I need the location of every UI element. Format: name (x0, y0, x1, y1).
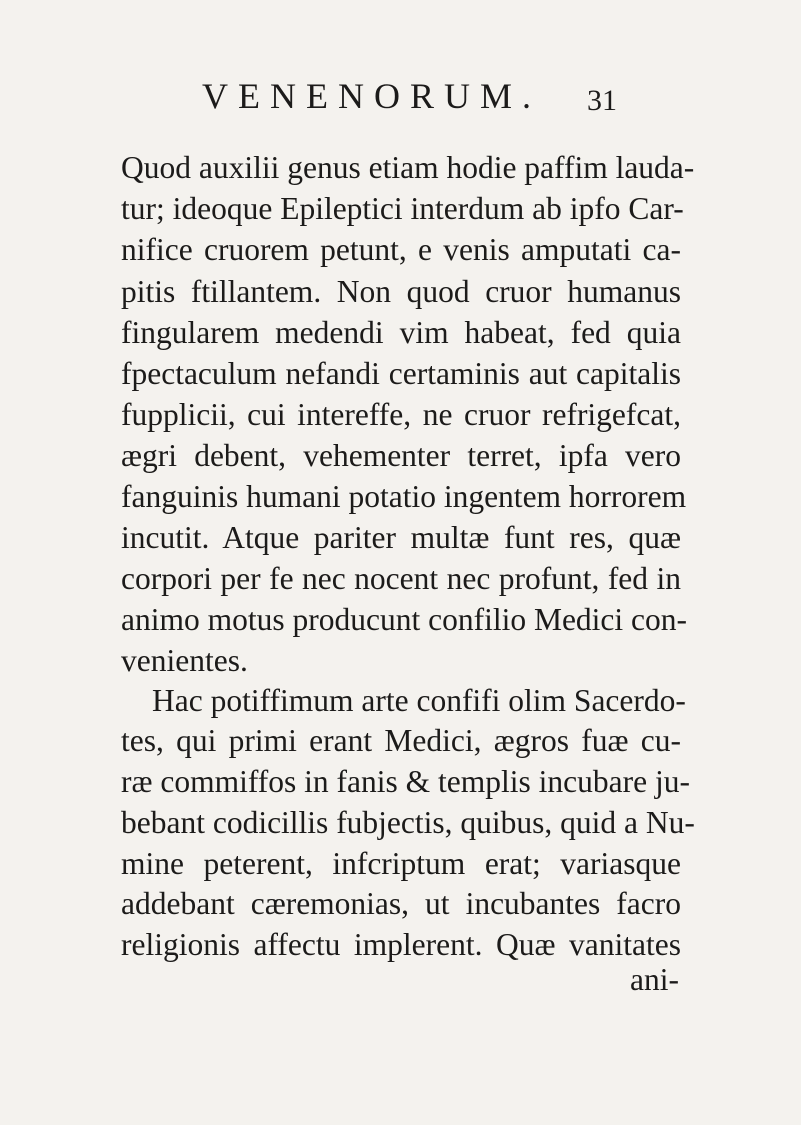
text-line: mine peterent, infcriptum erat; variasque (121, 846, 681, 881)
text-line: corpori per fe nec nocent nec profunt, fed in (121, 561, 681, 596)
text-line: tur; ideoque Epileptici interdum ab ipfo Car- (121, 191, 684, 226)
text-line: bebant codicillis fubjectis, quibus, quid a Nu- (121, 805, 695, 840)
catchword: ani- (630, 962, 679, 997)
text-line: fingularem medendi vim habeat, fed quia (121, 315, 681, 350)
text-line: addebant cæremonias, ut incubantes facro (121, 886, 681, 921)
text-line: Hac potiffimum arte confifi olim Sacerdo- (152, 683, 686, 718)
text-line: incutit. Atque pariter multæ funt res, quæ (121, 520, 681, 555)
text-line: animo motus producunt confilio Medici con- (121, 602, 688, 637)
page-number: 31 (587, 84, 617, 117)
text-line: venientes. (121, 643, 248, 678)
text-line: nifice cruorem petunt, e venis amputati ca- (121, 232, 681, 267)
text-line: fanguinis humani potatio ingentem horrorem (121, 479, 687, 514)
running-head: VENENORUM. (202, 76, 541, 116)
text-line: Quod auxilii genus etiam hodie paffim lauda- (121, 150, 695, 185)
text-line: ræ commiffos in fanis & templis incubare ju- (121, 764, 690, 799)
text-line: pitis ftillantem. Non quod cruor humanus (121, 274, 681, 309)
text-line: fpectaculum nefandi certaminis aut capitalis (121, 356, 681, 391)
text-line: fupplicii, cui intereffe, ne cruor refrigefcat, (121, 397, 681, 432)
text-line: ægri debent, vehementer terret, ipfa vero (121, 438, 681, 473)
text-line: religionis affectu implerent. Quæ vanitates (121, 927, 681, 962)
text-line: tes, qui primi erant Medici, ægros fuæ cu- (121, 723, 681, 758)
